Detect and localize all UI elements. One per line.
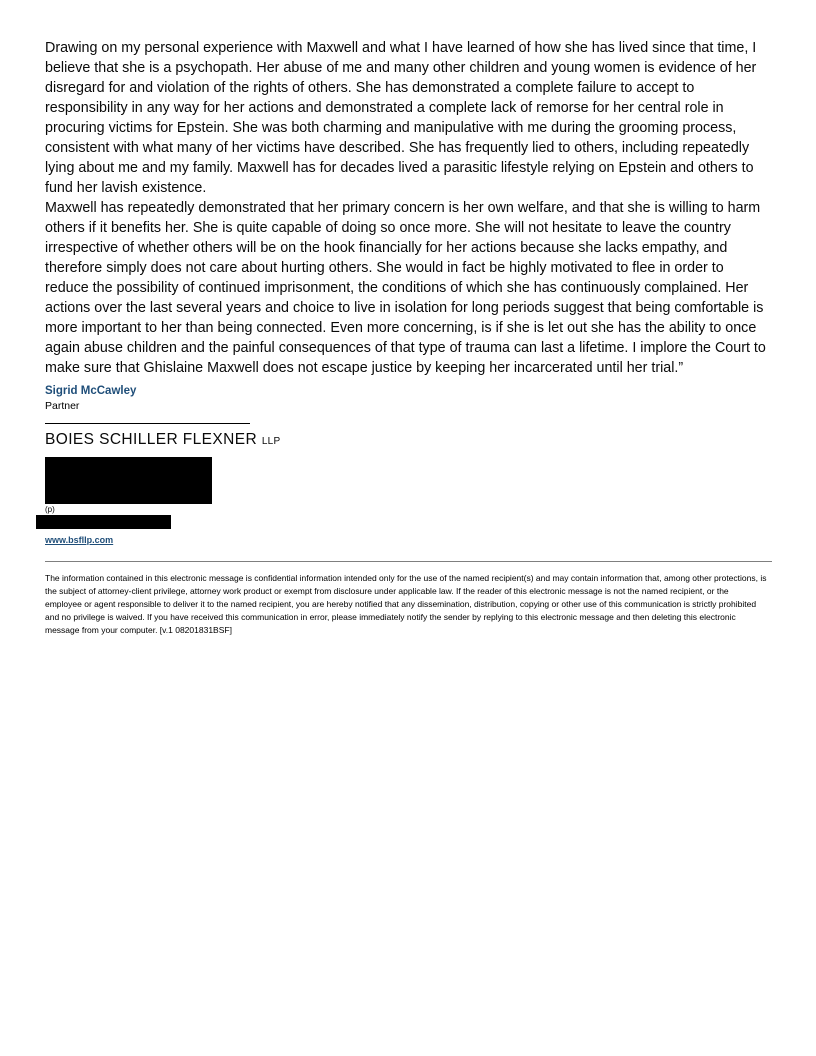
signature-name: Sigrid McCawley bbox=[45, 385, 137, 397]
disclaimer-text: The information contained in this electronic message is confidential information intended only for the use of the named recipient(s) and may contain information that, among other protections, is the subject of attorney-client privilege, attorney work product or exempt from disclosure under applicable law. If the reader of this electronic message is not the named recipient, or the employee or agent responsible to deliver it to the named recipient, you are hereby notified that any dissemination, distribution, copying or other use of this communication is strictly prohibited and no privilege is waived. If you have received this communication in error, please immediately notify the sender by replying to this electronic message and then deleting this electronic message from your computer. [v.1 08201831BSF] bbox=[45, 573, 767, 635]
firm-name: BOIES SCHILLER FLEXNER bbox=[45, 431, 258, 448]
firm-suffix: LLP bbox=[261, 436, 281, 447]
redacted-address-block bbox=[45, 457, 212, 504]
body-paragraph-2: Maxwell has repeatedly demonstrated that her primary concern is her own welfare, and that she is willing to harm others if it benefits her. She is quite capable of doing so once more. She will not hesitate to leave the country irrespective of whether others will be on the hook financially for her actions because she lacks empathy, and therefore simply does not care about hurting others. She would in fact be highly motivated to flee in order to reduce the possibility of continued imprisonment, the conditions of which she has continuously complained. Her actions over the last several years and choice to live in isolation for long periods suggest that being comfortable is more important to her than being connected. Even more concerning, is if she is let out she has the ability to once again abuse children and the painful consequences of that type of trauma can last a lifetime. I implore the Court to make sure that Ghislaine Maxwell does not escape justice by keeping her incarcerated until her trial.” bbox=[45, 200, 766, 376]
signature-title: Partner bbox=[45, 400, 80, 412]
phone-label: (p) bbox=[45, 505, 55, 514]
body-paragraph-1: Drawing on my personal experience with Maxwell and what I have learned of how she has lived since that time, I believe that she is a psychopath. Her abuse of me and many other children and young women is evidence of her disregard for and violation of the rights of others. She has demonstrated a complete failure to accept to responsibility in any way for her actions and demonstrated a complete lack of remorse for her central role in procuring victims for Epstein. She was both charming and manipulative with me during the grooming process, consistent with what many of her victims have described. She has frequently lied to others, including repeatedly lying about me and my family. Maxwell has for decades lived a parasitic lifestyle relying on Epstein and others to fund her lavish existence. bbox=[45, 40, 757, 196]
disclaimer-divider bbox=[45, 561, 772, 562]
firm-logo bbox=[45, 431, 772, 449]
signature-divider bbox=[45, 423, 250, 424]
letter-body bbox=[45, 38, 772, 378]
website-link[interactable]: www.bsfllp.com bbox=[45, 535, 114, 545]
redacted-phone-block bbox=[36, 515, 171, 529]
